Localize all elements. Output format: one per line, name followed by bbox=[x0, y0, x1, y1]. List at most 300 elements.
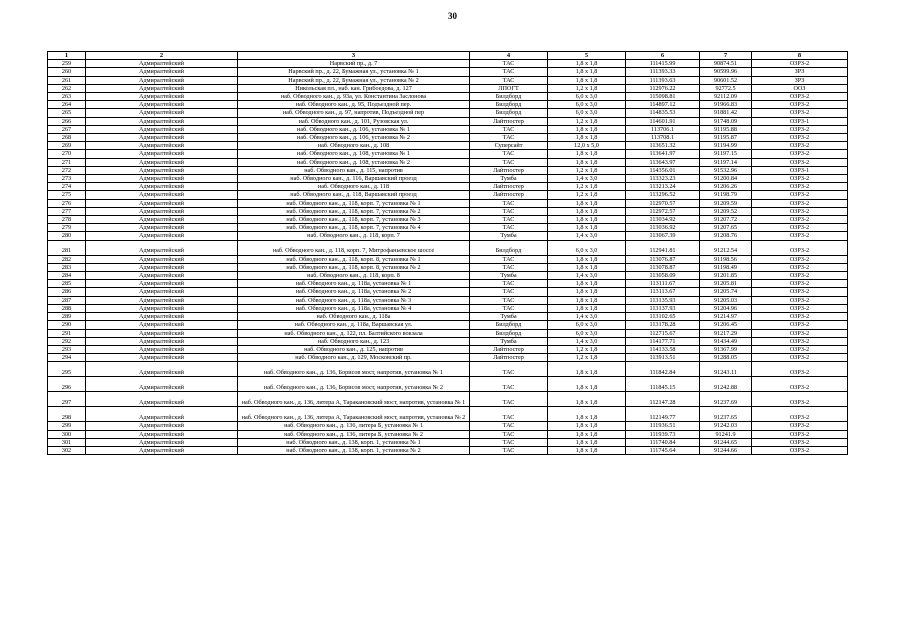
cell-zone: ОЗРЗ-2 bbox=[752, 337, 848, 345]
cell-zone: ОЗРЗ-2 bbox=[752, 321, 848, 329]
table-row bbox=[48, 166, 848, 174]
table-row bbox=[48, 76, 848, 84]
cell-row-number: 271 bbox=[48, 158, 86, 166]
cell-coord-x: 113178.28 bbox=[626, 321, 700, 329]
cell-row-number: 268 bbox=[48, 134, 86, 142]
table-row bbox=[48, 430, 848, 438]
cell-construction-type: ТАС bbox=[470, 438, 548, 446]
cell-coord-x: 113643.97 bbox=[626, 158, 700, 166]
cell-row-number: 298 bbox=[48, 407, 86, 422]
table-row bbox=[48, 216, 848, 224]
cell-construction-type: ТАС bbox=[470, 407, 548, 422]
cell-coord-y: 91207.65 bbox=[700, 224, 752, 232]
header-row bbox=[48, 52, 848, 60]
cell-district: Адмиралтейский bbox=[86, 446, 238, 454]
cell-coord-x: 113076.87 bbox=[626, 255, 700, 263]
cell-row-number: 285 bbox=[48, 280, 86, 288]
cell-district: Адмиралтейский bbox=[86, 166, 238, 174]
cell-coord-y: 91207.72 bbox=[700, 216, 752, 224]
cell-district: Адмиралтейский bbox=[86, 296, 238, 304]
cell-address: наб. Обводного кан., д. 118, корп. 7, установка № 2 bbox=[238, 207, 470, 215]
cell-construction-type: ТАС bbox=[470, 288, 548, 296]
cell-size: 1,8 x 1,8 bbox=[548, 263, 626, 271]
cell-address: наб. Обводного кан., д. 136, литера Б, установка № 1 bbox=[238, 422, 470, 430]
cell-coord-y: 91197.14 bbox=[700, 158, 752, 166]
cell-zone: ОЗРЗ-2 bbox=[752, 183, 848, 191]
cell-address: наб. Обводного кан., д. 118 bbox=[238, 183, 470, 191]
cell-zone: ОЗРЗ-2 bbox=[752, 175, 848, 183]
cell-zone: ОЗРЗ-2 bbox=[752, 224, 848, 232]
cell-construction-type: Тумба bbox=[470, 272, 548, 280]
column-header: 7 bbox=[700, 52, 752, 60]
cell-construction-type: Тумба bbox=[470, 175, 548, 183]
cell-address: наб. Обводного кан., д. 118а, установка № 1 bbox=[238, 280, 470, 288]
cell-coord-x: 113102.65 bbox=[626, 313, 700, 321]
cell-district: Адмиралтейский bbox=[86, 199, 238, 207]
cell-construction-type: ТАС bbox=[470, 296, 548, 304]
cell-address: наб. Обводного кан., д. 122, пл. Балтийского вокзала bbox=[238, 329, 470, 337]
cell-construction-type: ТАС bbox=[470, 255, 548, 263]
cell-coord-y: 91197.15 bbox=[700, 150, 752, 158]
cell-address: Нарвский пр., д. 22, Бумажная ул., установка № 2 bbox=[238, 76, 470, 84]
cell-size: 1,8 x 1,8 bbox=[548, 422, 626, 430]
cell-zone: ООЗ bbox=[752, 84, 848, 92]
table-row bbox=[48, 422, 848, 430]
cell-coord-x: 113078.87 bbox=[626, 263, 700, 271]
cell-row-number: 259 bbox=[48, 60, 86, 68]
cell-row-number: 295 bbox=[48, 362, 86, 377]
cell-district: Адмиралтейский bbox=[86, 134, 238, 142]
cell-size: 1,8 x 1,8 bbox=[548, 280, 626, 288]
cell-coord-y: 91243.11 bbox=[700, 362, 752, 377]
cell-size: 1,8 x 1,8 bbox=[548, 150, 626, 158]
cell-coord-y: 90874.51 bbox=[700, 60, 752, 68]
table-row bbox=[48, 255, 848, 263]
cell-construction-type: Лайтпостер bbox=[470, 117, 548, 125]
cell-construction-type: Билдборд bbox=[470, 240, 548, 255]
cell-coord-x: 113111.67 bbox=[626, 280, 700, 288]
cell-construction-type: ТАС bbox=[470, 216, 548, 224]
cell-row-number: 300 bbox=[48, 430, 86, 438]
cell-address: наб. Обводного кан., д. 136, Борисов мост, напротив, установка № 1 bbox=[238, 362, 470, 377]
cell-row-number: 275 bbox=[48, 191, 86, 199]
cell-address: наб. Обводного кан., д. 118, корп. 7, Митрофаньевское шоссе bbox=[238, 240, 470, 255]
table-row bbox=[48, 60, 848, 68]
cell-row-number: 287 bbox=[48, 296, 86, 304]
cell-row-number: 264 bbox=[48, 101, 86, 109]
cell-district: Адмиралтейский bbox=[86, 93, 238, 101]
cell-size: 6,0 x 3,0 bbox=[548, 101, 626, 109]
cell-coord-y: 91201.85 bbox=[700, 272, 752, 280]
cell-coord-x: 113706.1 bbox=[626, 125, 700, 133]
cell-coord-y: 91242.88 bbox=[700, 377, 752, 392]
cell-address: наб. Обводного кан., д. 106, установка № 2 bbox=[238, 134, 470, 142]
cell-coord-y: 91237.65 bbox=[700, 407, 752, 422]
cell-district: Адмиралтейский bbox=[86, 125, 238, 133]
cell-coord-x: 111393.63 bbox=[626, 76, 700, 84]
cell-zone: ОЗРЗ-2 bbox=[752, 280, 848, 288]
cell-coord-x: 114897.12 bbox=[626, 101, 700, 109]
cell-size: 1,2 x 1,8 bbox=[548, 117, 626, 125]
cell-coord-y: 91195.87 bbox=[700, 134, 752, 142]
cell-construction-type: ТАС bbox=[470, 280, 548, 288]
cell-coord-x: 113323.23 bbox=[626, 175, 700, 183]
cell-size: 6,0 x 3,0 bbox=[548, 329, 626, 337]
table-row bbox=[48, 125, 848, 133]
cell-address: наб. Обводного кан., д. 97, напротив, Подъездной пер bbox=[238, 109, 470, 117]
cell-construction-type: Билдборд bbox=[470, 329, 548, 337]
cell-zone: ЗРЗ bbox=[752, 76, 848, 84]
cell-zone: ОЗРЗ-2 bbox=[752, 101, 848, 109]
cell-size: 1,8 x 1,8 bbox=[548, 125, 626, 133]
table-row bbox=[48, 199, 848, 207]
cell-district: Адмиралтейский bbox=[86, 313, 238, 321]
cell-coord-y: 90599.96 bbox=[700, 68, 752, 76]
cell-row-number: 286 bbox=[48, 288, 86, 296]
cell-address: наб. Обводного кан., д. 118, корп. 8, установка № 2 bbox=[238, 263, 470, 271]
cell-row-number: 281 bbox=[48, 240, 86, 255]
cell-district: Адмиралтейский bbox=[86, 354, 238, 362]
cell-district: Адмиралтейский bbox=[86, 337, 238, 345]
cell-size: 6,0 x 3,0 bbox=[548, 109, 626, 117]
cell-coord-x: 114177.71 bbox=[626, 337, 700, 345]
cell-size: 1,2 x 1,8 bbox=[548, 183, 626, 191]
cell-construction-type: ТАС bbox=[470, 199, 548, 207]
cell-district: Адмиралтейский bbox=[86, 362, 238, 377]
cell-construction-type: ТАС bbox=[470, 446, 548, 454]
cell-row-number: 291 bbox=[48, 329, 86, 337]
cell-coord-x: 112149.77 bbox=[626, 407, 700, 422]
cell-row-number: 293 bbox=[48, 345, 86, 353]
cell-coord-y: 91194.99 bbox=[700, 142, 752, 150]
cell-zone: ОЗРЗ-2 bbox=[752, 272, 848, 280]
cell-zone: ОЗРЗ-2 bbox=[752, 232, 848, 240]
table-row bbox=[48, 304, 848, 312]
cell-district: Адмиралтейский bbox=[86, 60, 238, 68]
cell-district: Адмиралтейский bbox=[86, 84, 238, 92]
cell-coord-x: 114601.91 bbox=[626, 117, 700, 125]
cell-zone: ОЗРЗ-2 bbox=[752, 125, 848, 133]
cell-district: Адмиралтейский bbox=[86, 345, 238, 353]
cell-size: 1,8 x 1,8 bbox=[548, 438, 626, 446]
cell-zone: ОЗРЗ-2 bbox=[752, 93, 848, 101]
table-row bbox=[48, 438, 848, 446]
cell-zone: ОЗРЗ-2 bbox=[752, 158, 848, 166]
cell-size: 1,8 x 1,8 bbox=[548, 392, 626, 407]
cell-coord-x: 112972.57 bbox=[626, 207, 700, 215]
cell-row-number: 290 bbox=[48, 321, 86, 329]
cell-coord-x: 112147.28 bbox=[626, 392, 700, 407]
cell-size: 1,2 x 1,8 bbox=[548, 84, 626, 92]
cell-zone: ОЗРЗ-2 bbox=[752, 407, 848, 422]
table-row bbox=[48, 183, 848, 191]
cell-size: 1,4 x 3,0 bbox=[548, 337, 626, 345]
cell-size: 1,4 x 3,0 bbox=[548, 272, 626, 280]
cell-coord-y: 91200.84 bbox=[700, 175, 752, 183]
cell-address: наб. Обводного кан., д. 136, литера А, Таракановский мост, напротив, установка № 1 bbox=[238, 392, 470, 407]
cell-size: 1,2 x 1,8 bbox=[548, 191, 626, 199]
cell-district: Адмиралтейский bbox=[86, 109, 238, 117]
cell-size: 6,0 x 3,0 bbox=[548, 321, 626, 329]
table-row bbox=[48, 321, 848, 329]
cell-row-number: 269 bbox=[48, 142, 86, 150]
cell-address: наб. Обводного кан., д. 116, Варшавский проезд bbox=[238, 175, 470, 183]
cell-row-number: 277 bbox=[48, 207, 86, 215]
cell-coord-x: 114835.53 bbox=[626, 109, 700, 117]
cell-construction-type: ТАС bbox=[470, 68, 548, 76]
cell-zone: ОЗРЗ-2 bbox=[752, 263, 848, 271]
cell-coord-x: 112941.81 bbox=[626, 240, 700, 255]
cell-coord-y: 90601.52 bbox=[700, 76, 752, 84]
cell-district: Адмиралтейский bbox=[86, 101, 238, 109]
cell-zone: ОЗРЗ-2 bbox=[752, 430, 848, 438]
table-row bbox=[48, 117, 848, 125]
table-row bbox=[48, 142, 848, 150]
cell-district: Адмиралтейский bbox=[86, 255, 238, 263]
column-header: 4 bbox=[470, 52, 548, 60]
cell-zone: ЗРЗ bbox=[752, 68, 848, 76]
cell-coord-x: 111936.51 bbox=[626, 422, 700, 430]
cell-size: 1,8 x 1,8 bbox=[548, 158, 626, 166]
table-body bbox=[48, 60, 848, 455]
cell-address: наб. Обводного кан., д. 136, литера А, Таракановский мост, напротив, установка № 2 bbox=[238, 407, 470, 422]
cell-coord-x: 111415.99 bbox=[626, 60, 700, 68]
cell-size: 1,8 x 1,8 bbox=[548, 224, 626, 232]
cell-coord-y: 91288.05 bbox=[700, 354, 752, 362]
cell-size: 1,8 x 1,8 bbox=[548, 430, 626, 438]
cell-zone: ОЗРЗ-2 bbox=[752, 296, 848, 304]
table-row bbox=[48, 362, 848, 377]
table-row bbox=[48, 280, 848, 288]
cell-size: 1,8 x 1,8 bbox=[548, 76, 626, 84]
cell-coord-x: 114133.58 bbox=[626, 345, 700, 353]
cell-construction-type: Билдборд bbox=[470, 93, 548, 101]
cell-zone: ОЗРЗ-2 bbox=[752, 392, 848, 407]
cell-row-number: 279 bbox=[48, 224, 86, 232]
table-row bbox=[48, 337, 848, 345]
table-row bbox=[48, 329, 848, 337]
cell-construction-type: Тумба bbox=[470, 232, 548, 240]
cell-zone: ОЗРЗ-2 bbox=[752, 377, 848, 392]
cell-coord-x: 111842.84 bbox=[626, 362, 700, 377]
cell-district: Адмиралтейский bbox=[86, 224, 238, 232]
cell-size: 12,0 x 5,0 bbox=[548, 142, 626, 150]
cell-district: Адмиралтейский bbox=[86, 263, 238, 271]
cell-address: наб. Обводного кан., д. 118, корп. 7, установка № 3 bbox=[238, 216, 470, 224]
column-header: 1 bbox=[48, 52, 86, 60]
cell-construction-type: Лайтпостер bbox=[470, 345, 548, 353]
cell-construction-type: Лайтпостер bbox=[470, 191, 548, 199]
cell-size: 1,8 x 1,8 bbox=[548, 68, 626, 76]
cell-row-number: 262 bbox=[48, 84, 86, 92]
cell-coord-x: 115098.81 bbox=[626, 93, 700, 101]
cell-address: наб. Обводного кан., д. 108 bbox=[238, 142, 470, 150]
cell-coord-y: 91367.99 bbox=[700, 345, 752, 353]
table-row bbox=[48, 407, 848, 422]
cell-coord-y: 91214.97 bbox=[700, 313, 752, 321]
column-header: 2 bbox=[86, 52, 238, 60]
cell-construction-type: ТАС bbox=[470, 263, 548, 271]
cell-construction-type: Билдборд bbox=[470, 101, 548, 109]
cell-row-number: 274 bbox=[48, 183, 86, 191]
cell-address: Нарвский пр., д. 22, Бумажная ул., установка № 1 bbox=[238, 68, 470, 76]
cell-zone: ОЗРЗ-2 bbox=[752, 60, 848, 68]
cell-address: наб. Обводного кан., д. 93а, ул. Константина Заслонова bbox=[238, 93, 470, 101]
cell-zone: ОЗРЗ-1 bbox=[752, 166, 848, 174]
cell-coord-x: 111845.15 bbox=[626, 377, 700, 392]
cell-size: 1,2 x 1,8 bbox=[548, 166, 626, 174]
cell-coord-y: 91205.03 bbox=[700, 296, 752, 304]
cell-construction-type: ТАС bbox=[470, 134, 548, 142]
cell-address: наб. Обводного кан., д. 123 bbox=[238, 337, 470, 345]
cell-zone: ОЗРЗ-2 bbox=[752, 422, 848, 430]
cell-coord-y: 91198.56 bbox=[700, 255, 752, 263]
cell-coord-x: 111393.33 bbox=[626, 68, 700, 76]
cell-coord-y: 91208.76 bbox=[700, 232, 752, 240]
cell-size: 1,8 x 1,8 bbox=[548, 216, 626, 224]
column-header: 5 bbox=[548, 52, 626, 60]
cell-address: наб. Обводного кан., д. 118, корп. 7, установка № 1 bbox=[238, 199, 470, 207]
cell-coord-y: 91206.45 bbox=[700, 321, 752, 329]
table-row bbox=[48, 377, 848, 392]
table-row bbox=[48, 354, 848, 362]
cell-size: 1,8 x 1,8 bbox=[548, 407, 626, 422]
cell-construction-type: ТАС bbox=[470, 430, 548, 438]
cell-coord-y: 91244.66 bbox=[700, 446, 752, 454]
cell-row-number: 301 bbox=[48, 438, 86, 446]
cell-row-number: 272 bbox=[48, 166, 86, 174]
cell-size: 1,8 x 1,8 bbox=[548, 288, 626, 296]
table-row bbox=[48, 68, 848, 76]
cell-coord-y: 92772.5 bbox=[700, 84, 752, 92]
cell-coord-y: 91206.26 bbox=[700, 183, 752, 191]
cell-address: наб. Обводного кан., д. 115, напротив bbox=[238, 166, 470, 174]
cell-district: Адмиралтейский bbox=[86, 329, 238, 337]
cell-coord-x: 113708.1 bbox=[626, 134, 700, 142]
cell-row-number: 270 bbox=[48, 150, 86, 158]
cell-coord-x: 113913.51 bbox=[626, 354, 700, 362]
table-row bbox=[48, 158, 848, 166]
cell-zone: ОЗРЗ-2 bbox=[752, 288, 848, 296]
cell-row-number: 263 bbox=[48, 93, 86, 101]
cell-coord-x: 113641.97 bbox=[626, 150, 700, 158]
cell-zone: ОЗРЗ-2 bbox=[752, 329, 848, 337]
cell-row-number: 302 bbox=[48, 446, 86, 454]
cell-size: 1,4 x 3,0 bbox=[548, 313, 626, 321]
cell-zone: ОЗРЗ-2 bbox=[752, 362, 848, 377]
cell-size: 1,8 x 1,8 bbox=[548, 362, 626, 377]
cell-address: наб. Обводного кан., д. 95, Подъездной пер. bbox=[238, 101, 470, 109]
table-row bbox=[48, 272, 848, 280]
cell-district: Адмиралтейский bbox=[86, 280, 238, 288]
cell-construction-type: ТАС bbox=[470, 207, 548, 215]
cell-size: 1,8 x 1,8 bbox=[548, 207, 626, 215]
cell-row-number: 283 bbox=[48, 263, 86, 271]
table-row bbox=[48, 191, 848, 199]
table-row bbox=[48, 150, 848, 158]
table-row bbox=[48, 207, 848, 215]
cell-address: наб. Обводного кан., д. 108, установка № 1 bbox=[238, 150, 470, 158]
cell-zone: ОЗРЗ-2 bbox=[752, 109, 848, 117]
cell-row-number: 289 bbox=[48, 313, 86, 321]
cell-size: 6,0 x 3,0 bbox=[548, 240, 626, 255]
cell-zone: ОЗРЗ-2 bbox=[752, 240, 848, 255]
cell-address: наб. Обводного кан., д. 136, Борисов мост, напротив, установка № 2 bbox=[238, 377, 470, 392]
cell-construction-type: Лайтпостер bbox=[470, 354, 548, 362]
cell-row-number: 267 bbox=[48, 125, 86, 133]
cell-coord-x: 113296.52 bbox=[626, 191, 700, 199]
cell-coord-x: 113213.24 bbox=[626, 183, 700, 191]
cell-zone: ОЗРЗ-2 bbox=[752, 255, 848, 263]
cell-coord-x: 113058.09 bbox=[626, 272, 700, 280]
cell-size: 1,8 x 1,8 bbox=[548, 296, 626, 304]
cell-district: Адмиралтейский bbox=[86, 430, 238, 438]
cell-coord-y: 91205.74 bbox=[700, 288, 752, 296]
cell-zone: ОЗРЗ-2 bbox=[752, 438, 848, 446]
cell-district: Адмиралтейский bbox=[86, 377, 238, 392]
cell-address: наб. Обводного кан., д. 101, Рузовская ул. bbox=[238, 117, 470, 125]
cell-address: наб. Обводного кан., д. 118, корп. 8 bbox=[238, 272, 470, 280]
cell-coord-y: 91242.03 bbox=[700, 422, 752, 430]
cell-zone: ОЗРЗ-1 bbox=[752, 117, 848, 125]
cell-size: 1,8 x 1,8 bbox=[548, 60, 626, 68]
cell-row-number: 292 bbox=[48, 337, 86, 345]
cell-address: наб. Обводного кан., д. 138, корп. 1, установка № 1 bbox=[238, 438, 470, 446]
table-row bbox=[48, 345, 848, 353]
cell-zone: ОЗРЗ-2 bbox=[752, 313, 848, 321]
cell-coord-x: 113651.32 bbox=[626, 142, 700, 150]
cell-construction-type: Тумба bbox=[470, 337, 548, 345]
cell-district: Адмиралтейский bbox=[86, 207, 238, 215]
cell-address: наб. Обводного кан., д. 106, установка № 1 bbox=[238, 125, 470, 133]
cell-construction-type: ТАС bbox=[470, 422, 548, 430]
cell-coord-x: 113067.39 bbox=[626, 232, 700, 240]
cell-address: Нарвский пр., д. 7 bbox=[238, 60, 470, 68]
cell-row-number: 273 bbox=[48, 175, 86, 183]
cell-coord-y: 91244.65 bbox=[700, 438, 752, 446]
cell-address: наб. Обводного кан., д. 118, корп. 7 bbox=[238, 232, 470, 240]
cell-address: наб. Обводного кан., д. 138, корп. 1, установка № 2 bbox=[238, 446, 470, 454]
cell-coord-x: 114356.01 bbox=[626, 166, 700, 174]
cell-coord-y: 91198.49 bbox=[700, 263, 752, 271]
cell-construction-type: Лайтпостер bbox=[470, 166, 548, 174]
cell-district: Адмиралтейский bbox=[86, 304, 238, 312]
table-row bbox=[48, 263, 848, 271]
cell-coord-y: 91748.09 bbox=[700, 117, 752, 125]
cell-construction-type: ТАС bbox=[470, 76, 548, 84]
cell-district: Адмиралтейский bbox=[86, 142, 238, 150]
cell-address: наб. Обводного кан., д. 118а, установка № 3 bbox=[238, 296, 470, 304]
data-table bbox=[47, 51, 848, 455]
cell-size: 6,0 x 3,0 bbox=[548, 93, 626, 101]
cell-coord-y: 91204.96 bbox=[700, 304, 752, 312]
cell-row-number: 266 bbox=[48, 117, 86, 125]
page-number: 30 bbox=[448, 11, 457, 21]
cell-construction-type: ТАС bbox=[470, 392, 548, 407]
cell-address: наб. Обводного кан., д. 129, Московский пр. bbox=[238, 354, 470, 362]
cell-coord-y: 91237.69 bbox=[700, 392, 752, 407]
cell-zone: ОЗРЗ-2 bbox=[752, 446, 848, 454]
cell-construction-type: ТАС bbox=[470, 362, 548, 377]
cell-district: Адмиралтейский bbox=[86, 68, 238, 76]
cell-construction-type: ТАС bbox=[470, 224, 548, 232]
cell-address: наб. Обводного кан., д. 118, Варшавский проезд bbox=[238, 191, 470, 199]
column-header: 8 bbox=[752, 52, 848, 60]
cell-zone: ОЗРЗ-2 bbox=[752, 191, 848, 199]
cell-row-number: 299 bbox=[48, 422, 86, 430]
cell-construction-type: Билдборд bbox=[470, 109, 548, 117]
cell-district: Адмиралтейский bbox=[86, 438, 238, 446]
